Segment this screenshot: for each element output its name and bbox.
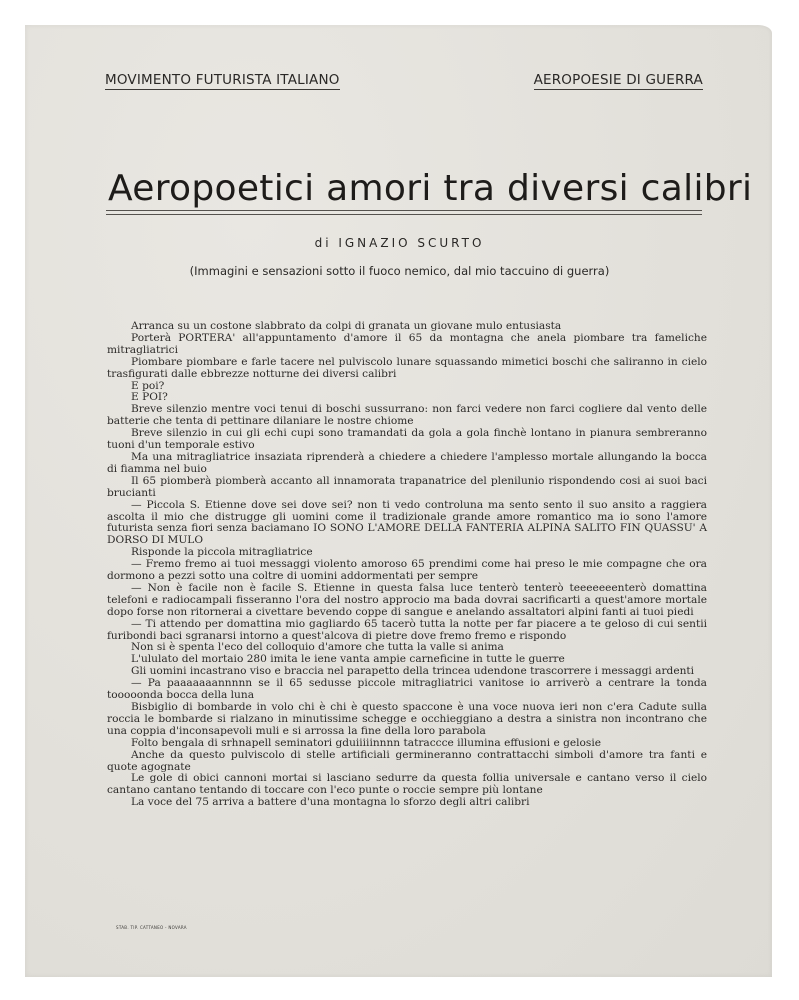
header-series: AEROPOESIE DI GUERRA: [533, 72, 703, 88]
paragraph: La voce del 75 arriva a battere d'una montagna lo sforzo degli altri calibri: [131, 796, 530, 809]
poem-body: [107, 321, 707, 809]
paragraph: — Pa paaaaaaannnnn se il 65 sedusse piccole mitragliatrici vanitose io arriverò a centrare la tonda tooooonda bocca della luna: [107, 677, 707, 702]
paragraph: Le gole di obici cannoni mortai si lasciano sedurre da questa follia universale e cantano verso il cielo cantano cantano tentando di toccare con l'eco punte o roccie sempre più lontane: [107, 772, 707, 797]
paragraph: Arranca su un costone slabbrato da colpi di granata un giovane mulo entusiasta: [131, 320, 562, 332]
subtitle: (Immagini e sensazioni sotto il fuoco nemico, dal mio taccuino di guerra): [189, 264, 610, 278]
paragraph: E poi?: [131, 379, 165, 392]
paragraph: L'ululato del mortaio 280 imita le iene vanta ampie carneficine in tutte le guerre: [131, 653, 565, 666]
paragraph: Gli uomini incastrano viso e braccia nel parapetto della trincea udendone trascorrere i messaggi ardenti: [131, 665, 695, 678]
paragraph: Folto bengala di srhnapell seminatori gduiiiiinnnn tatraccce illumina effusioni e gelosie: [131, 736, 602, 749]
paragraph: Il 65 piomberà piomberà accanto all innamorata trapanatrice del plenilunio rispondendo cosi ai suoi baci brucianti: [107, 474, 707, 499]
printer-imprint: STAB. TIP. CATTANEO - NOVARA: [116, 925, 187, 930]
paragraph: E POI?: [131, 391, 168, 404]
paragraph: Anche da questo pulviscolo di stelle artificiali germineranno contrattacchi simboli d'amore tra fanti e quote agognate: [107, 748, 707, 773]
paragraph: — Ti attendo per domattina mio gagliardo 65 tacerò tutta la notte per far piacere a te geloso di cui sentii furibondi baci sgranarsi intorno a quest'alcova di pietre dove fremo fremo e rispondo: [107, 617, 707, 642]
paragraph: Porterà PORTERA' all'appuntamento d'amore il 65 da montagna che anela piombare tra fameliche mitragliatrici: [107, 331, 707, 356]
author-line: di IGNAZIO SCURTO: [314, 236, 485, 250]
paragraph: Piombare piombare e farle tacere nel pulviscolo lunare squassando mimetici boschi che saliranno in cielo trasfigurati dalle ebbrezze notturne dei diversi calibri: [107, 355, 707, 380]
paragraph: — Non è facile non è facile S. Etienne in questa falsa luce tenterò tenterò teeeeeeenterò domattina telefoni e radiocampali fisseranno l'ora del nostro approcio ma bada dovrai sacrificarti a quest'amore mortale dopo forse non ritornerai a civettare bevendo coppe di sangue e anelando assaltatori alpini fanti ai tuoi piedi: [107, 581, 707, 618]
paragraph: Non si è spenta l'eco del colloquio d'amore che tutta la valle si anima: [131, 641, 504, 654]
paragraph: Bisbiglio di bombarde in volo chi è chi è questo spaccone è una voce nuova ieri non c'era Cadute sulla roccia le bombarde si rialzano in minutissime schegge e occhieggiano a destra a sinistra non incontrano che una coppia d'inconsapevoli muli e si arrossa la fine della loro parabola: [107, 701, 707, 737]
title-double-rule: [106, 210, 702, 215]
paragraph: — Piccola S. Etienne dove sei dove sei? non ti vedo controluna ma sento sento il suo ansito a raggiera ascolta il mio che distrugge gli uomini come il tradizionale grande amore romantico ma io sono l'amore futurista senza fiori senza baciamano IO SONO L'AMORE DELLA FANTERIA ALPINA SALITO FIN QUASSU' A DORSO DI MULO: [107, 498, 707, 547]
paragraph: Breve silenzio in cui gli echi cupi sono tramandati da gola a gola finchè lontano in pianura sembreranno tuoni d'un temporale estivo: [107, 427, 707, 452]
header-movement: MOVIMENTO FUTURISTA ITALIANO: [105, 72, 340, 88]
paragraph: — Fremo fremo ai tuoi messaggi violento amoroso 65 prendimi come hai preso le mie compagne che ora dormono a pezzi sotto una coltre di uomini addormentati per sempre: [107, 558, 707, 583]
paragraph: Breve silenzio mentre voci tenui di boschi sussurrano: non farci vedere non farci cogliere dal vento delle batterie che tenta di pettinare dilaniare le nostre chiome: [107, 403, 707, 428]
paragraph: Ma una mitragliatrice insaziata riprenderà a chiedere a chiedere l'amplesso mortale allungando la bocca di fiamma nel buio: [107, 450, 707, 475]
paragraph: Risponde la piccola mitragliatrice: [131, 546, 313, 559]
document-title: Aeropoetici amori tra diversi calibri: [108, 168, 753, 209]
